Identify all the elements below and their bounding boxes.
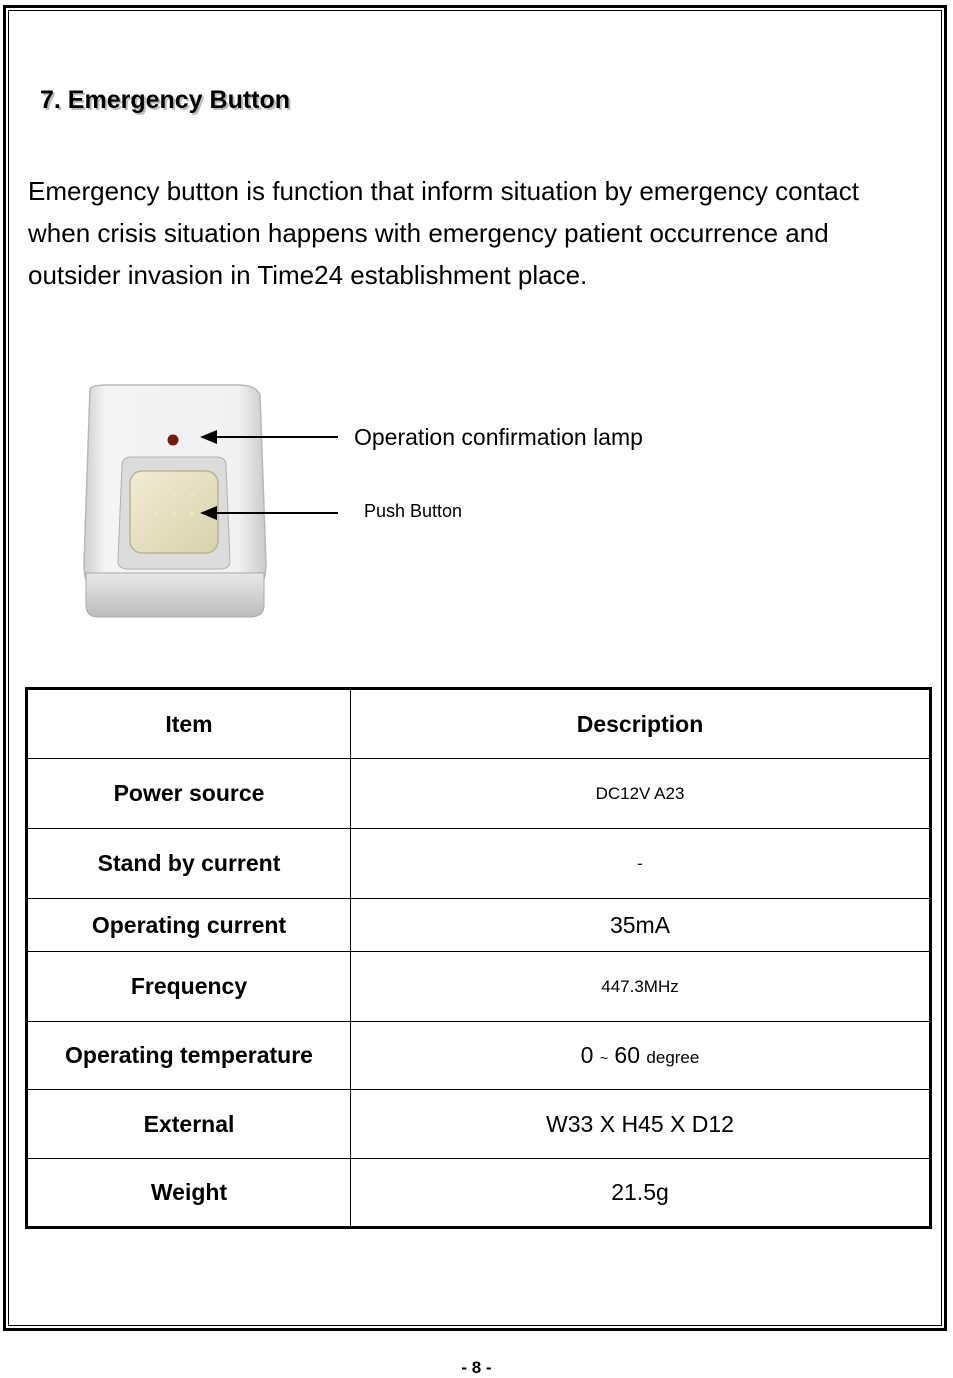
table-row xyxy=(27,1090,931,1159)
intro-paragraph: Emergency button is function that inform situation by emergency contact when crisis situation happens with emergency patient occurrence and outsider invasion in Time24 establishment place. xyxy=(28,176,859,290)
temp-from: 0 xyxy=(580,1042,594,1068)
header-item: Item xyxy=(27,689,351,759)
page-number: - 8 - xyxy=(461,1358,492,1377)
row-value-weight: 21.5g xyxy=(351,1159,931,1228)
temp-separator: ~ xyxy=(599,1050,609,1066)
row-label-operating-current: Operating current xyxy=(27,899,351,952)
spec-table xyxy=(25,687,932,1229)
section-title: 7. Emergency Button xyxy=(40,86,291,114)
row-value-frequency: 447.3MHz xyxy=(351,952,931,1022)
push-callout-label: Push Button xyxy=(364,501,463,521)
row-value-operating-current: 35mA xyxy=(351,899,931,952)
temp-to: 60 xyxy=(614,1042,641,1068)
row-label-frequency: Frequency xyxy=(27,952,351,1022)
header-description: Description xyxy=(351,689,931,759)
row-label-standby-current: Stand by current xyxy=(27,829,351,899)
row-value-power-source: DC12V A23 xyxy=(351,759,931,829)
row-label-external: External xyxy=(27,1090,351,1159)
table-row xyxy=(27,759,931,829)
lamp-callout-label: Operation confirmation lamp xyxy=(354,424,643,450)
lamp-arrow-head xyxy=(200,430,217,444)
table-row xyxy=(27,952,931,1022)
row-label-power-source: Power source xyxy=(27,759,351,829)
row-value-operating-temperature xyxy=(351,1022,931,1090)
row-value-external: W33 X H45 X D12 xyxy=(351,1090,931,1159)
callout-arrows xyxy=(195,420,345,530)
lamp-indicator xyxy=(168,435,179,446)
temp-unit: degree xyxy=(646,1048,700,1067)
row-label-weight: Weight xyxy=(27,1159,351,1228)
table-header-row xyxy=(27,689,931,759)
table-row xyxy=(27,899,931,952)
push-arrow-head xyxy=(200,506,217,520)
row-value-standby-current: - xyxy=(351,829,931,899)
table-row xyxy=(27,1022,931,1090)
row-label-operating-temperature: Operating temperature xyxy=(27,1022,351,1090)
table-row xyxy=(27,1159,931,1228)
table-row xyxy=(27,829,931,899)
